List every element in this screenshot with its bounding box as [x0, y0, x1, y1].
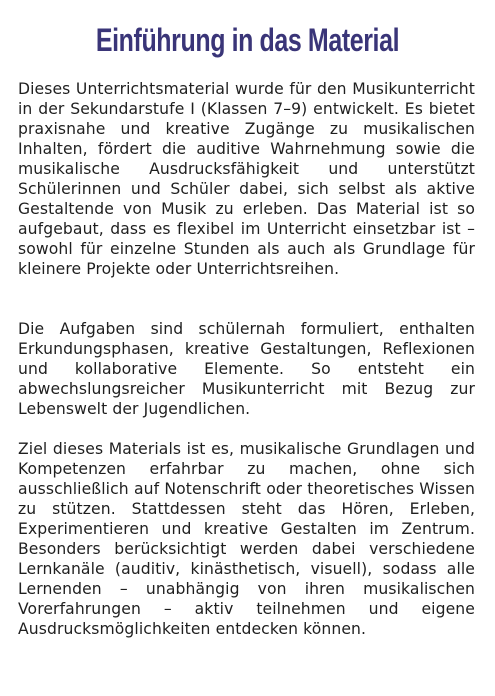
paragraph-introduction: Dieses Unterrichtsmaterial wurde für den Musikunterricht in der Sekundarstufe I (Klassen 7–9) entwickelt. Es bietet praxisnahe und kreative Zugänge zu musikalischen Inhalten, fördert die auditive Wahrnehmung sowie die musikalische Ausdrucksfähigkeit und unterstützt Schülerinnen und Schüler dabei, sich selbst als aktive Gestaltende von Musik zu erleben. Das Material ist so aufgebaut, dass es flexibel im Unterricht einsetzbar ist – sowohl für einzelne Stunden als auch als Grundlage für kleinere Projekte oder Unterrichtsreihen. — [18, 80, 475, 278]
page-title: Einführung in das Material — [95, 22, 400, 58]
paragraph-tasks: Die Aufgaben sind schülernah formuliert, enthalten Erkundungsphasen, kreative Gestaltungen, Reflexionen und kollaborative Elemente. So entsteht ein abwechslungsreicher Musikunterricht mit Bezug zur Lebenswelt der Jugendlichen. — [18, 320, 475, 418]
paragraph-goals: Ziel dieses Materials ist es, musikalische Grundlagen und Kompetenzen erfahrbar zu machen, ohne sich ausschließlich auf Notenschrift oder theoretisches Wissen zu stützen. Stattdessen steht das Hören, Erleben, Experimentieren und kreative Gestalten im Zentrum. Besonders berücksichtigt werden dabei verschiedene Lernkanäle (auditiv, kinästhetisch, visuell), sodass alle Lernenden – unabhängig von ihren musikalischen Vorerfahrungen – aktiv teilnehmen und eigene Ausdrucksmöglichkeiten entdecken können. — [18, 440, 475, 638]
